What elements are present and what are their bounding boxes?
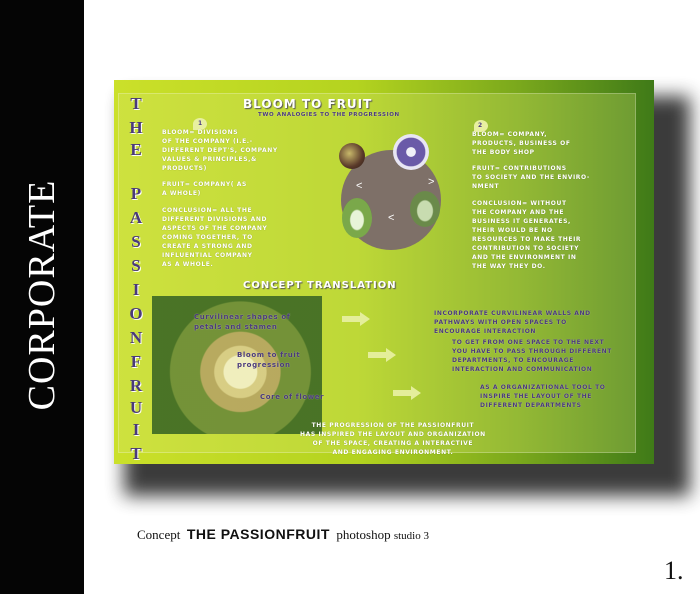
vertical-title-letter: S [131,256,141,275]
passionfruit-image [339,143,365,169]
arrow-right-icon [342,312,370,326]
translation-2: TO GET FROM ONE SPACE TO THE NEXT YOU HAVE TO PASS THROUGH DIFFERENT DEPARTMENTS, TO ENCOURAGE INTERACTION AND COMMUNICATION [452,339,612,373]
cycle-arrow-icon: > [428,176,435,188]
photo-label-curvilinear: Curvilinear shapes of petals and stamen [194,313,291,331]
bloom-to-fruit-heading: BLOOM TO FRUIT [243,97,373,111]
vertical-title-letter: I [132,420,140,439]
concept-translation-heading: CONCEPT TRANSLATION [243,280,397,291]
vertical-title-letter: R [129,376,143,395]
arrow-right-icon [393,386,421,400]
vertical-title-letter: T [130,444,142,463]
arrow-right-icon [368,348,396,362]
caption-title: THE PASSIONFRUIT [186,526,330,542]
green-fruit-image [410,191,440,227]
vertical-title-letter: N [129,328,143,347]
subheading: TWO ANALOGIES TO THE PROGRESSION [258,112,400,118]
caption [137,526,429,543]
right-fruit-text: FRUIT= CONTRIBUTIONS TO SOCIETY AND THE ENVIRO- NMENT [472,165,590,190]
translation-1: INCORPORATE CURVILINEAR WALLS AND PATHWAYS WITH OPEN SPACES TO ENCOURAGE INTERACTION [434,310,591,335]
number-1: 1 [198,120,203,127]
left-fruit-text: FRUIT= COMPANY( AS A WHOLE) [162,181,247,197]
photo-label-bloom-fruit: Bloom to fruit progression [237,351,301,369]
photo-label-core: Core of flower [260,393,325,401]
right-bloom-text: BLOOM= COMPANY, PRODUCTS, BUSINESS OF THE BODY SHOP [472,131,571,156]
left-bloom-text: BLOOM= DIVISIONS OF THE COMPANY (I.E.- DIFFERENT DEPT'S, COMPANY VALUES & PRINCIPLES,& PRODUCTS) [162,129,278,172]
vertical-title-letter: F [130,352,142,371]
cycle-arrow-icon: < [388,212,395,224]
vertical-title-letter: A [129,208,143,227]
left-conclusion-text: CONCLUSION= ALL THE DIFFERENT DIVISIONS AND ASPECTS OF THE COMPANY COMING TOGETHER, TO CREATE A STRONG AND INFLUENTIAL COMPANY AS A WHOLE. [162,207,268,268]
passion-flower-image [393,134,429,170]
vertical-title-letter: T [130,94,142,113]
translation-3: AS A ORGANIZATIONAL TOOL TO INSPIRE THE LAYOUT OF THE DIFFERENT DEPARTMENTS [480,384,606,409]
caption-concept: Concept [137,527,181,542]
vertical-title-letter: P [130,184,142,203]
side-title: CORPORATE [21,179,63,411]
vertical-title-letter: E [130,140,142,159]
flower-bud-image [342,198,372,238]
bottom-text: THE PROGRESSION OF THE PASSIONFRUIT HAS INSPIRED THE LAYOUT AND ORGANIZATION OF THE SPACE, CREATING A INTERACTIVE AND ENGAGING ENVIRONMENT. [300,422,486,456]
vertical-title-letter: S [131,232,141,251]
right-conclusion-text: CONCLUSION= WITHOUT THE COMPANY AND THE BUSINESS IT GENERATES, THEIR WOULD BE NO RESOURCES TO MAKE THEIR CONTRIBUTION TO SOCIETY AND THE ENVIRONMENT IN THE WAY THEY DO. [472,200,582,270]
cycle-arrow-icon: < [356,180,363,192]
caption-studio: studio 3 [393,530,429,542]
caption-software: photoshop [336,527,391,542]
vertical-title-letter: I [132,280,140,299]
number-2: 2 [478,122,483,129]
vertical-title-letter: H [129,118,143,137]
sidebar [0,0,84,594]
page-number: 1. [664,556,684,585]
vertical-title-letter: U [129,398,143,417]
vertical-title-letter: O [129,304,143,323]
